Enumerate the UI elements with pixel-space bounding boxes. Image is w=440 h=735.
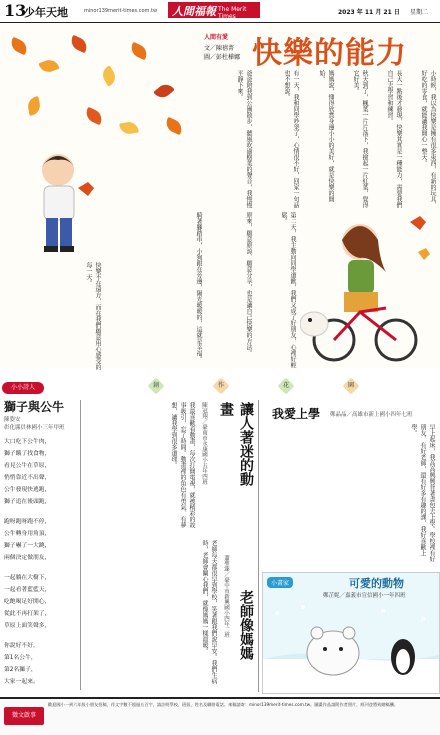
submission-label: 徵文啟事	[4, 707, 44, 725]
issue-weekday: 星期二	[410, 9, 429, 16]
lead-column-7: 第二天，我主動向同學道歉，我們又成了好朋友，心裡好輕鬆。	[280, 212, 296, 368]
section-char-1: 創	[148, 378, 165, 395]
lead-badge: 人間有愛	[204, 34, 229, 41]
children-artwork	[262, 572, 440, 694]
column-divider	[258, 400, 259, 692]
story3-title: 老師像媽媽	[238, 590, 254, 660]
poem-line: 吃飽喝足好開心，	[4, 599, 51, 605]
poem-line: 第2名獅子，	[4, 667, 37, 673]
story3-text: 老師每天都很早到學校，笑著跟我們說早安。我們生病時，老師會關心我們，就像媽媽一樣溫暖。	[201, 540, 217, 684]
logo-en: The Merit Times	[218, 6, 247, 20]
poem-school: 彰化縣員林國小三年甲班	[4, 425, 65, 431]
poem-line: 從此不再打架了，	[4, 611, 51, 617]
poem-line: 大口吃下公牛肉，	[4, 439, 51, 445]
poem-line: 草原上面笑聲多，	[4, 623, 51, 629]
poem-title: 獅子與公牛	[4, 400, 65, 414]
lead-illustrator: 圖／彭杜樺娜	[204, 54, 241, 61]
story4-author: 鄭晶晶／高雄市新上國小四年七班	[330, 412, 413, 418]
poem-line: 一起躺在大樹下，	[4, 575, 51, 581]
lead-column-9: 騎著腳踏車，小狗跟在旁邊，陽光暖暖的，這就是幸福。	[195, 212, 202, 362]
art-author: 鄭芷妮／嘉義市宣信國小一年四班	[323, 593, 406, 599]
logo-cn: 人間福報	[172, 5, 216, 18]
lead-column-2: 長大一點後才發現，快樂其實是一種能力，需要我們自己去學習和練習。	[386, 70, 402, 208]
poem-line: 公牛轉身用角頂，	[4, 531, 51, 537]
section-char-2: 作	[213, 378, 230, 395]
poem-line: 獅子追在後頭跑，	[4, 499, 51, 505]
poem-line: 一起看著藍藍天，	[4, 587, 51, 593]
story3-author: 蕭聖臻／臺中市新興國小四年二班	[223, 555, 229, 638]
story2-author: 陳冠翔／臺南市永康國小五年四班	[201, 402, 207, 485]
poem-line: 跑呀跑呀跑不停，	[4, 519, 51, 525]
little-poet-badge: 小小詩人	[2, 382, 44, 394]
story2-text: 我最喜歡看動畫，每次打開電視，就被精彩的故事吸引，忘了時間。動畫裡的角色有勇氣、有夢想，讓我學到很多道理。	[170, 402, 195, 528]
creative-garden-strip	[0, 378, 440, 396]
section-char-4: 園	[343, 378, 360, 395]
lead-column-8: 原來，願意原諒、願意分享，也是讓自己快樂的方法。	[245, 212, 252, 356]
girl-bicycle-illustration	[300, 212, 434, 370]
poem-line: 看見公牛在草原，	[4, 463, 51, 469]
poem-line: 公牛發現快逃跑，	[4, 487, 51, 493]
lead-column-1: 小時候，我以為快樂是擁有很多東西，有新的玩具、好吃的零食，就能讓我開心一整天。	[420, 70, 436, 208]
section-url[interactable]: minor139merit-times.com.tw	[84, 8, 158, 14]
lead-column-3: 秋天到了，楓葉一片片落下，我撿起一片紅葉，覺得它好美。	[352, 70, 368, 208]
column-divider	[80, 400, 81, 690]
submission-notice	[0, 697, 440, 735]
section-char-3: 花	[278, 378, 295, 395]
masthead	[0, 0, 440, 23]
animal-drawing	[263, 599, 439, 693]
lead-writer: 文／陳禧菁	[204, 45, 235, 52]
art-title: 可愛的動物	[349, 577, 404, 590]
lead-title: 快樂的能力	[252, 36, 407, 71]
poem-line: 獅子嚇了一大跳，	[4, 543, 51, 549]
story4-title: 我愛上學	[272, 407, 321, 421]
lead-column-10: 快樂不在遠方，而在我們願意用心感受的每一天。	[85, 262, 101, 370]
autumn-leaves-illustration	[0, 30, 200, 140]
submission-text: 歡迎國小一到六年級小朋友投稿，作文字數不超過五百字，請註明學校、班級、姓名及聯絡電話。來稿請寄：minor139merit-times.com.tw。圖畫作品請附作者照片，經刊登將致贈稿酬。	[48, 702, 399, 707]
story4-text: 早上起床，我高高興興背著書包去上學。學校裡有好朋友、有好老師，還有好多有趣的課，我好喜歡上學。	[410, 424, 435, 562]
poem-line: 你說好不好，	[4, 643, 39, 649]
page-number: 13	[4, 1, 27, 20]
newspaper-logo	[168, 2, 260, 18]
poem-line: 兩個決定做朋友，	[4, 555, 51, 561]
issue-date: 2023 年 11 月 21 日	[338, 9, 400, 16]
lead-column-5: 有一天，我和同學吵架了，心情很不好，回家一句話也不想說。	[283, 70, 299, 208]
lead-column-6: 爸爸陪我到公園散步，聽風吹過樹葉的聲音，我慢慢平靜下來。	[236, 70, 252, 208]
poem-line: 獅子餓了找食物，	[4, 451, 51, 457]
poem-line: 大家一起來。	[4, 679, 39, 685]
poem-line: 悄悄靠近不出聲，	[4, 475, 51, 481]
section-title: 少年天地	[24, 6, 68, 19]
story2-title: 讓人著迷的動畫	[218, 402, 254, 486]
poem-line: 第1名公牛，	[4, 655, 37, 661]
art-tag: 小畫家	[267, 577, 293, 588]
lead-column-4: 媽媽說，懂得欣賞身邊小小的美好，就是快樂的開始。	[318, 70, 334, 202]
boy-illustration	[28, 148, 98, 258]
poem-author: 陳姿安	[4, 417, 21, 423]
